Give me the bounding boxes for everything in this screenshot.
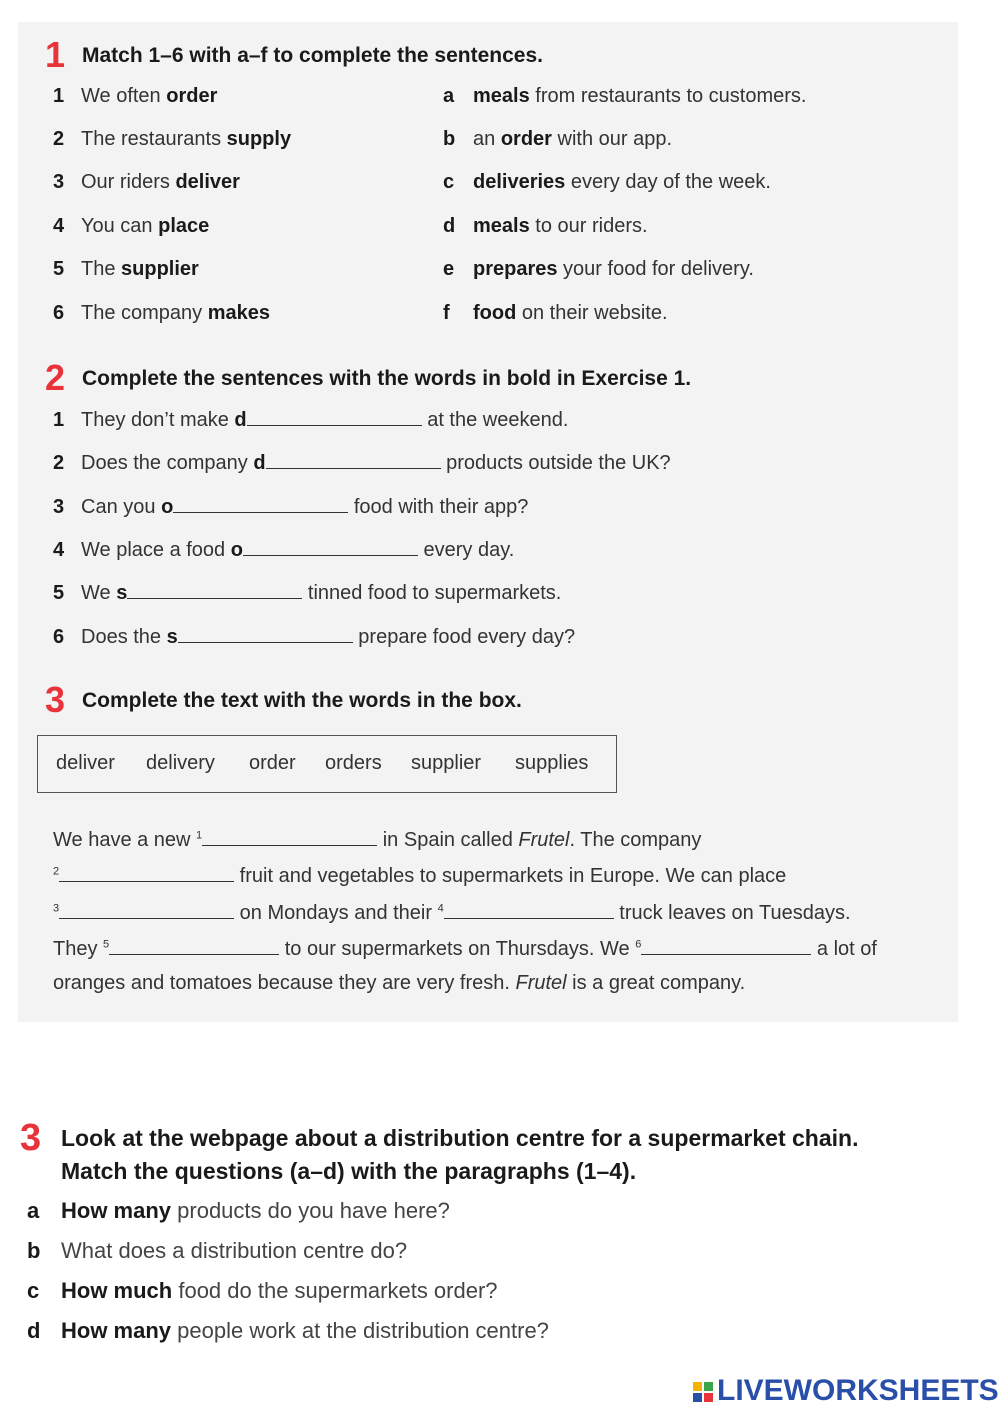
ex3-answer-blank-5[interactable]: [109, 936, 279, 955]
ex3-answer-blank-1[interactable]: [202, 827, 377, 846]
liveworksheets-logo-icon: [693, 1382, 713, 1402]
exercise-2-number: 2: [45, 357, 66, 398]
ex3-text-line-3: $^3$ on Mondays and their $^4$ truck leaves on Tuesdays.: [53, 902, 851, 924]
ex2-item-3: 3 Can you o food with their app?: [53, 496, 529, 518]
ex2-item-6: 6 Does the s prepare food every day?: [53, 626, 576, 648]
exercise-3-number: 3: [45, 679, 66, 720]
ex1-right-f: f food on their website.: [443, 302, 668, 324]
exercise-1-instruction: Match 1–6 with a–f to complete the sentences.: [82, 44, 543, 67]
ex2-item-1: 1 They don’t make d at the weekend.: [53, 409, 569, 431]
word-box-item: orders: [325, 752, 382, 774]
ex1-left-1: 1 We often order: [53, 85, 218, 107]
ex2-answer-blank-4[interactable]: [243, 537, 418, 556]
word-box: [37, 735, 617, 793]
ex1-left-2: 2 The restaurants supply: [53, 128, 292, 150]
ex1-left-6: 6 The company makes: [53, 302, 271, 324]
ex2-item-4: 4 We place a food o every day.: [53, 539, 515, 561]
exercise-4-instruction-line-2: Match the questions (a–d) with the paragraphs (1–4).: [61, 1158, 637, 1184]
word-box-item: order: [249, 752, 296, 774]
word-box-item: supplier: [411, 752, 482, 774]
ex3-answer-blank-4[interactable]: [444, 900, 614, 919]
ex3-answer-blank-6[interactable]: [641, 936, 811, 955]
ex1-left-4: 4 You can place: [53, 215, 210, 237]
ex3-answer-blank-2[interactable]: [59, 863, 234, 882]
ex1-right-d: d meals to our riders.: [443, 215, 648, 237]
ex1-right-b: b an order with our app.: [443, 128, 673, 150]
ex2-answer-blank-3[interactable]: [173, 494, 348, 513]
exercise-2-instruction: Complete the sentences with the words in bold in Exercise 1.: [82, 367, 692, 390]
ex3-answer-blank-3[interactable]: [59, 900, 234, 919]
word-box-item: supplies: [515, 752, 589, 774]
ex1-right-e: e prepares your food for delivery.: [443, 258, 754, 280]
ex3-text-line-1: We have a new $^1$ in Spain called Frutel. The company: [53, 829, 702, 851]
liveworksheets-logo-text: LIVEWORKSHEETS: [717, 1374, 999, 1407]
word-box-item: deliver: [56, 752, 115, 774]
ex2-item-2: 2 Does the company d products outside the UK?: [53, 452, 671, 474]
exercise-4-instruction-line-1: Look at the webpage about a distribution centre for a supermarket chain.: [61, 1125, 859, 1151]
ex2-answer-blank-1[interactable]: [247, 407, 422, 426]
ex2-answer-blank-5[interactable]: [127, 580, 302, 599]
ex4-question-c: c How much food do the supermarkets order?: [27, 1278, 498, 1303]
exercise-1-number: 1: [45, 34, 66, 75]
ex2-item-5: 5 We s tinned food to supermarkets.: [53, 582, 562, 604]
ex2-answer-blank-2[interactable]: [266, 450, 441, 469]
liveworksheets-logo: [693, 1374, 999, 1408]
exercise-3-instruction: Complete the text with the words in the box.: [82, 689, 522, 712]
ex3-text-line-4: They $^5$ to our supermarkets on Thursdays. We $^6$ a lot of: [53, 938, 877, 960]
ex1-right-a: a meals from restaurants to customers.: [443, 85, 807, 107]
ex1-left-5: 5 The supplier: [53, 258, 199, 280]
ex3-text-line-5: oranges and tomatoes because they are very fresh. Frutel is a great company.: [53, 972, 746, 994]
word-box-item: delivery: [146, 752, 215, 774]
exercise-4-number: 3: [20, 1117, 42, 1159]
ex1-right-c: c deliveries every day of the week.: [443, 171, 771, 193]
ex2-answer-blank-6[interactable]: [178, 624, 353, 643]
ex4-question-d: d How many people work at the distribution centre?: [27, 1318, 549, 1343]
ex3-text-line-2: $^2$ fruit and vegetables to supermarkets in Europe. We can place: [53, 865, 787, 887]
ex4-question-a: a How many products do you have here?: [27, 1198, 450, 1223]
ex4-question-b: b What does a distribution centre do?: [27, 1238, 408, 1263]
ex1-left-3: 3 Our riders deliver: [53, 171, 240, 193]
